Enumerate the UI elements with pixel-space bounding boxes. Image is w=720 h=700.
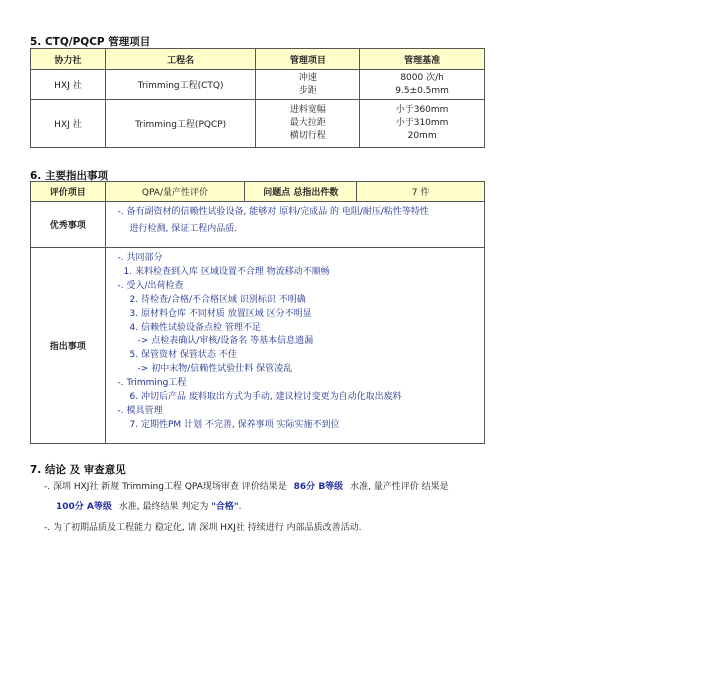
finding-line: 3. 原材料仓库 不同材质 放置区域 区分不明显: [129, 308, 312, 319]
col-header-item: 管理项目: [256, 49, 360, 70]
finding-line: -> 点检表确认/审核/设备名 等基本信息遗漏: [137, 336, 314, 347]
excellent-content: [105, 202, 484, 248]
finding-line: 6. 冲切后产品 废料取出方式为手动, 建议检讨变更为自动化取出废料: [129, 392, 402, 403]
process-cell: Trimming工程(CTQ): [105, 70, 256, 100]
excellent-line: -. 备有副资材的信赖性试验设备, 能够对 原料/完成品 的 电阻/耐压/粘性等特性: [117, 207, 429, 217]
issues-count-value: 7 件: [357, 182, 485, 202]
finding-line: 4. 信赖性试验设备点检 管理不足: [129, 322, 261, 333]
finding-line: -> 初中末物/信赖性试验仕料 保管凌乱: [137, 364, 293, 375]
score-b-grade: 86分 B等级: [293, 482, 344, 492]
finding-line: 7. 定期性PM 计划 不完善, 保养事项 实际实施不到位: [129, 419, 340, 430]
col-header-process: 工程名: [105, 49, 256, 70]
conclusion-text: 水准, 量产性评价 结果是: [350, 482, 449, 492]
standard-text: 小于360mm: [395, 105, 449, 115]
section6-title: 6. 主要指出事项: [30, 170, 108, 182]
col-header-standard: 管理基准: [360, 49, 485, 70]
col-header-company: 协力社: [31, 49, 106, 70]
findings-label: 指出事项: [31, 248, 106, 444]
standard-text: 20mm: [407, 131, 437, 141]
issues-count-label: 问题点 总指出件数: [245, 182, 357, 202]
finding-line: 5. 保管资材 保管状态 不佳: [129, 350, 237, 361]
eval-item-label: 评价项目: [31, 182, 106, 202]
company-cell: HXJ 社: [31, 100, 106, 148]
findings-content: [105, 248, 484, 444]
score-a-grade: 100分 A等级: [56, 502, 112, 512]
finding-line: 1. 来料检查到入库 区域设置不合理 物流移动不顺畅: [123, 266, 330, 277]
finding-line: -. 模具管理: [117, 405, 163, 416]
findings-row: [31, 248, 485, 444]
excellent-line: 进行检测, 保证工程内品质.: [129, 224, 238, 234]
eval-item-value: QPA/量产性评价: [105, 182, 245, 202]
standards-cell: [360, 100, 485, 148]
conclusion-line-2: [56, 499, 242, 512]
finding-line: 2. 待检查/合格/不合格区域 识别标识 不明确: [129, 294, 306, 305]
item-text: 冲速: [298, 72, 317, 83]
conclusion-text: .: [238, 502, 242, 512]
conclusion-line-3: -. 为了初期品质及工程能力 稳定化, 请 深圳 HXJ社 持续进行 内部品质改善活动.: [44, 523, 362, 533]
section5-title: 5. CTQ/PQCP 管理项目: [30, 36, 151, 48]
item-text: 最大拉距: [289, 118, 326, 128]
items-cell: [256, 70, 360, 100]
finding-line: -. Trimming工程: [117, 378, 187, 389]
item-text: 步距: [298, 85, 317, 96]
findings-table: [30, 181, 485, 444]
item-text: 横切行程: [289, 131, 326, 141]
ctq-pqcp-table: [30, 48, 485, 148]
company-cell: HXJ 社: [31, 70, 106, 100]
standard-text: 8000 次/h: [400, 72, 444, 83]
item-text: 进料宽幅: [289, 105, 326, 115]
process-cell: Trimming工程(PQCP): [105, 100, 256, 148]
standard-text: 9.5±0.5mm: [395, 85, 449, 96]
excellent-row: [31, 202, 485, 248]
conclusion-text: -. 深圳 HXJ社 新规 Trimming工程 QPA现场审查 评价结果是: [44, 482, 287, 492]
conclusion-line-1: [44, 479, 449, 492]
standards-cell: [360, 70, 485, 100]
excellent-label: 优秀事项: [31, 202, 106, 248]
finding-line: -. 受入/出荷检查: [117, 280, 184, 291]
table-row: [31, 100, 485, 148]
finding-line: -. 共同部分: [117, 253, 163, 263]
table-row: [31, 70, 485, 100]
section7-title: 7. 结论 及 审查意见: [30, 464, 126, 476]
items-cell: [256, 100, 360, 148]
final-verdict: "合格": [211, 502, 239, 512]
standard-text: 小于310mm: [395, 118, 449, 128]
conclusion-text: 水准, 最终结果 判定为: [118, 502, 209, 512]
